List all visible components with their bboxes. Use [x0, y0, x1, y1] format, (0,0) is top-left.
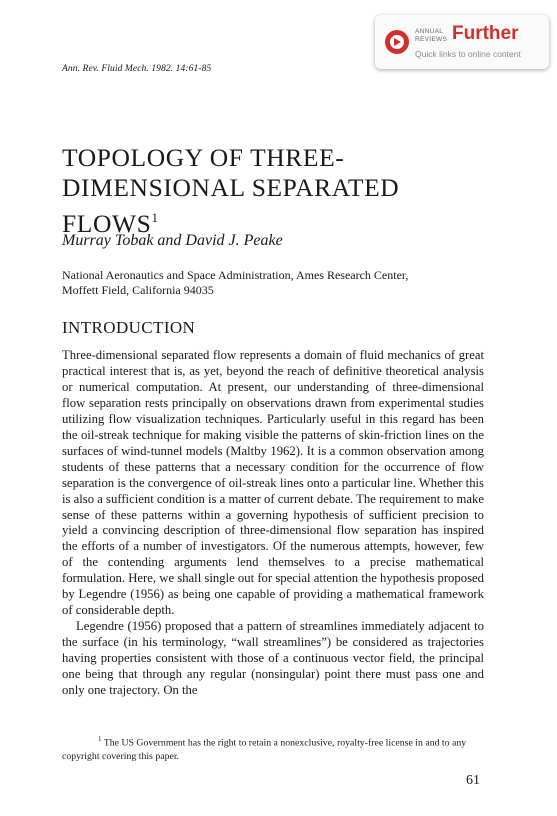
- badge-annual-label: ANNUAL: [415, 28, 444, 35]
- page-number: 61: [466, 773, 480, 788]
- affiliation-line: National Aeronautics and Space Administration, Ames Research Center,: [62, 268, 409, 282]
- further-links-badge[interactable]: [375, 15, 549, 69]
- affiliation-line: Moffett Field, California 94035: [62, 283, 214, 297]
- author-list: Murray Tobak and David J. Peake: [62, 232, 283, 249]
- title-line: FLOWS: [62, 209, 152, 238]
- body-text: [62, 348, 484, 699]
- badge-further-label: Further: [452, 23, 519, 44]
- footnote-mark: 1: [98, 735, 102, 743]
- journal-citation: Ann. Rev. Fluid Mech. 1982. 14:61-85: [62, 64, 212, 74]
- badge-reviews-label: REVIEWS: [415, 36, 448, 43]
- annual-reviews-logo-icon: [384, 29, 410, 55]
- badge-subtitle: Quick links to online content: [415, 49, 521, 59]
- paragraph: Legendre (1956) proposed that a pattern of streamlines immediately adjacent to the surface (in his terminology, “wall streamlines”) be considered as trajectories having properties consistent with those of a continuous vector field, the principal one being that through any regular (nonsingular) point there must pass one and only one trajectory. On the: [62, 619, 484, 698]
- title-footnote-mark[interactable]: 1: [151, 210, 159, 225]
- affiliation: [62, 268, 482, 298]
- paragraph: Three-dimensional separated flow represents a domain of fluid mechanics of great practical interest that is, as yet, beyond the reach of definitive theoretical analysis or numerical computation. At present, our understanding of three-dimensional flow separation rests principally on observations drawn from experimental studies utilizing flow visualization techniques. Particularly useful in this regard has been the oil-streak technique for making visible the patterns of skin-friction lines on the surfaces of wind-tunnel models (Maltby 1962). It is a common observation among students of these patterns that a necessary condition for the occurrence of flow separation is the convergence of oil-streak lines onto a particular line. Whether this is also a sufficient condition is a matter of current debate. The requirement to make sense of these patterns within a governing hypothesis of sufficient precision to yield a convincing description of three-dimensional flow separation has inspired the efforts of a number of investigators. Of the numerous attempts, however, few of the contending arguments lend themselves to a precise mathematical formulation. Here, we shall single out for special attention the hypothesis proposed by Legendre (1956) as being one capable of providing a mathematical framework of considerable depth.: [62, 348, 484, 618]
- footnote: [62, 733, 484, 763]
- title-line: DIMENSIONAL SEPARATED: [62, 173, 400, 202]
- article-title: [62, 143, 462, 239]
- section-heading: INTRODUCTION: [62, 318, 196, 337]
- footnote-text: The US Government has the right to retain a nonexclusive, royalty-free license in and to any copyright covering this paper.: [62, 737, 467, 762]
- title-line: TOPOLOGY OF THREE-: [62, 143, 345, 172]
